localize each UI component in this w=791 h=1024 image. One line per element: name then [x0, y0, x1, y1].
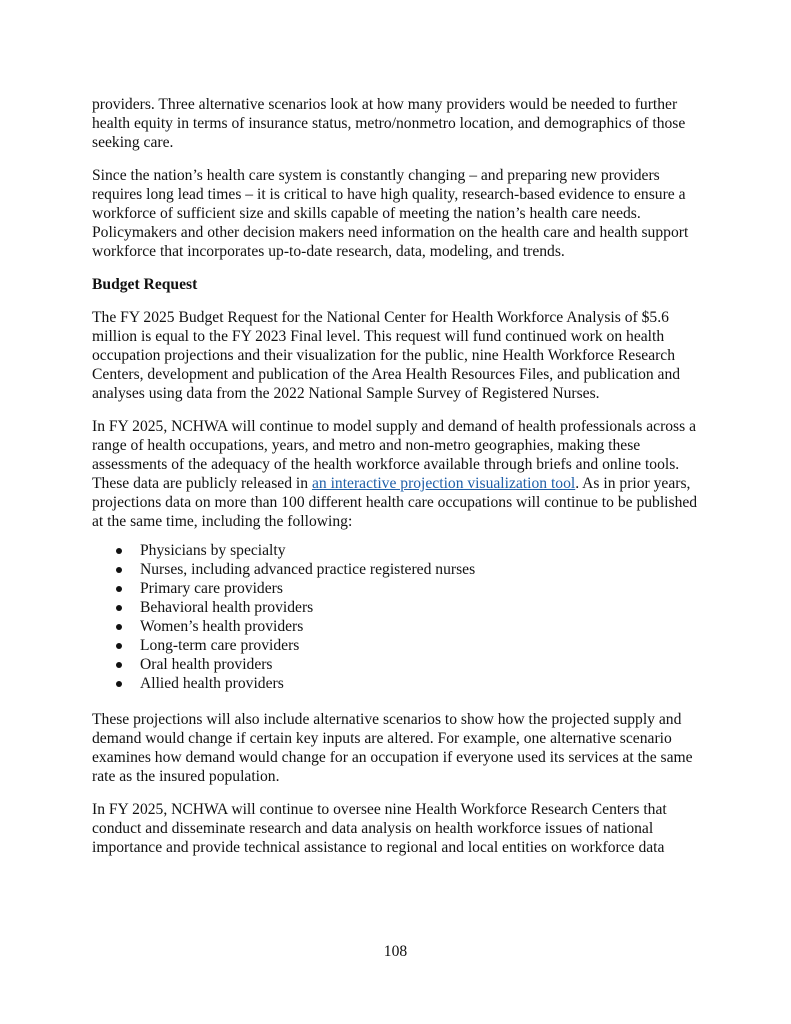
text-line: requires long lead times – it is critical to have high quality, research-based evidence to ensure a [92, 186, 686, 203]
text-line: providers. Three alternative scenarios look at how many providers would be needed to further [92, 96, 678, 113]
bullet-icon [116, 567, 122, 573]
projection-visualization-tool-link[interactable]: an interactive projection visualization tool [311, 475, 576, 492]
text-line-with-link [92, 474, 690, 493]
bullet-icon [116, 681, 122, 687]
bullet-icon [116, 624, 122, 630]
text-line: projections data on more than 100 different health care occupations will continue to be published [92, 494, 698, 511]
list-item-text: Oral health providers [140, 656, 273, 673]
text-line: Centers, development and publication of the Area Health Resources Files, and publication and [92, 366, 681, 383]
bullet-icon [116, 662, 122, 668]
list-item-text: Behavioral health providers [140, 599, 314, 616]
text-line: In FY 2025, NCHWA will continue to model supply and demand of health professionals across a [92, 418, 697, 435]
list-item-text: Allied health providers [140, 675, 284, 692]
text-line: These projections will also include alternative scenarios to show how the projected supply and [92, 711, 682, 728]
list-item-text: Primary care providers [140, 580, 283, 597]
text-line: demand would change if certain key inputs are altered. For example, one alternative scenario [92, 730, 672, 747]
page-number: 108 [383, 943, 408, 960]
text-line: range of health occupations, years, and metro and non-metro geographies, making these [92, 437, 641, 454]
text-line: at the same time, including the following: [92, 513, 353, 530]
bullet-icon [116, 605, 122, 611]
bullet-icon [116, 586, 122, 592]
text-segment: These data are publicly released in [92, 475, 312, 492]
text-line: assessments of the adequacy of the health workforce available through briefs and online tools. [92, 456, 680, 473]
text-line: million is equal to the FY 2023 Final level. This request will fund continued work on health [92, 328, 665, 345]
text-line: In FY 2025, NCHWA will continue to oversee nine Health Workforce Research Centers that [92, 801, 667, 818]
text-line: health equity in terms of insurance status, metro/nonmetro location, and demographics of those [92, 115, 686, 132]
list-item-text: Women’s health providers [140, 618, 304, 635]
text-line: importance and provide technical assistance to regional and local entities on workforce data [92, 839, 665, 856]
text-line: examines how demand would change for an occupation if everyone used its services at the same [92, 749, 693, 766]
text-line: rate as the insured population. [92, 768, 280, 785]
text-line: seeking care. [92, 134, 174, 151]
text-line: workforce of sufficient size and skills capable of meeting the nation’s health care needs. [92, 205, 641, 222]
text-segment: . As in prior years, [575, 475, 691, 492]
text-line: analyses using data from the 2022 National Sample Survey of Registered Nurses. [92, 385, 600, 402]
list-item-text: Physicians by specialty [140, 542, 286, 559]
text-line: occupation projections and their visualization for the public, nine Health Workforce Research [92, 347, 676, 364]
list-item-text: Long-term care providers [140, 637, 300, 654]
text-line: workforce that incorporates up-to-date research, data, modeling, and trends. [92, 243, 565, 260]
bullet-icon [116, 548, 122, 554]
text-line: Since the nation’s health care system is constantly changing – and preparing new providers [92, 167, 660, 184]
text-line: conduct and disseminate research and data analysis on health workforce issues of national [92, 820, 654, 837]
list-item-text: Nurses, including advanced practice registered nurses [140, 561, 476, 578]
section-heading-budget-request: Budget Request [92, 276, 198, 293]
text-line: Policymakers and other decision makers need information on the health care and health support [92, 224, 689, 241]
text-line: The FY 2025 Budget Request for the National Center for Health Workforce Analysis of $5.6 [92, 309, 669, 326]
bullet-icon [116, 643, 122, 649]
